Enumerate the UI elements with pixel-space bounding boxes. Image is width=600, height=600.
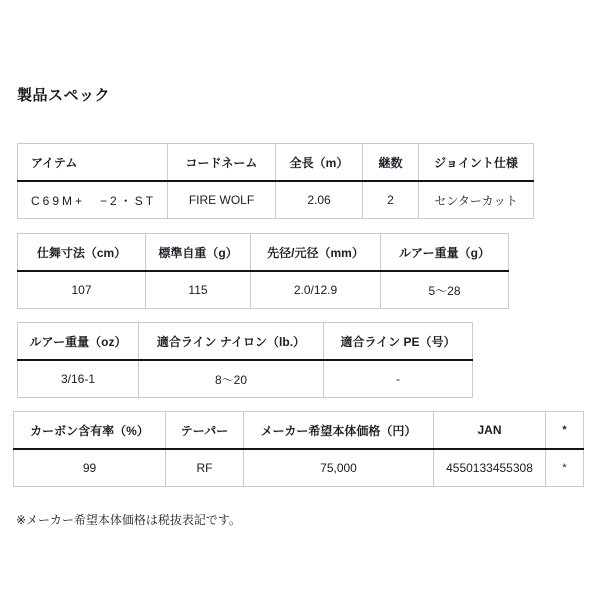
header-jan: JAN <box>434 412 546 450</box>
cell-item: C69M+ −2・ST <box>18 181 168 219</box>
cell-joint-spec: センターカット <box>419 181 534 219</box>
header-asterisk: * <box>546 412 584 450</box>
header-total-length: 全長（m） <box>276 144 363 182</box>
cell-pe-line: - <box>324 360 473 398</box>
header-carbon-content: カーボン含有率（%） <box>14 412 166 450</box>
cell-taper: RF <box>166 449 244 487</box>
cell-nylon-line: 8～20 <box>139 360 324 398</box>
header-item: アイテム <box>18 144 168 182</box>
price-footnote: ※メーカー希望本体価格は税抜表記です。 <box>16 513 241 527</box>
table-header-row <box>18 323 473 361</box>
cell-closed-length: 107 <box>18 271 146 309</box>
page-title: 製品スペック <box>17 87 111 104</box>
table-header-row <box>18 144 534 182</box>
cell-lure-weight-g: 5～28 <box>381 271 509 309</box>
spec-table-dimensions <box>17 233 509 309</box>
table-row <box>18 271 509 309</box>
header-tip-butt-diameter: 先径/元径（mm） <box>251 234 381 272</box>
header-codename: コードネーム <box>168 144 276 182</box>
cell-sections: 2 <box>363 181 419 219</box>
table-row <box>14 449 584 487</box>
header-lure-weight-g: ルアー重量（g） <box>381 234 509 272</box>
table-row <box>18 181 534 219</box>
cell-lure-weight-oz: 3/16-1 <box>18 360 139 398</box>
header-pe-line: 適合ライン PE（号） <box>324 323 473 361</box>
table-row <box>18 360 473 398</box>
cell-jan: 4550133455308 <box>434 449 546 487</box>
header-nylon-line: 適合ライン ナイロン（lb.） <box>139 323 324 361</box>
header-msrp: メーカー希望本体価格（円） <box>244 412 434 450</box>
spec-table-item <box>17 143 534 219</box>
cell-codename: FIRE WOLF <box>168 181 276 219</box>
spec-table-price <box>13 411 584 487</box>
cell-asterisk: * <box>546 449 584 487</box>
header-sections: 継数 <box>363 144 419 182</box>
header-weight: 標準自重（g） <box>146 234 251 272</box>
cell-total-length: 2.06 <box>276 181 363 219</box>
header-joint-spec: ジョイント仕様 <box>419 144 534 182</box>
cell-carbon-content: 99 <box>14 449 166 487</box>
table-header-row <box>18 234 509 272</box>
cell-tip-butt-diameter: 2.0/12.9 <box>251 271 381 309</box>
cell-weight: 115 <box>146 271 251 309</box>
header-lure-weight-oz: ルアー重量（oz） <box>18 323 139 361</box>
spec-table-line <box>17 322 473 398</box>
header-taper: テーパー <box>166 412 244 450</box>
header-closed-length: 仕舞寸法（cm） <box>18 234 146 272</box>
cell-msrp: 75,000 <box>244 449 434 487</box>
table-header-row <box>14 412 584 450</box>
